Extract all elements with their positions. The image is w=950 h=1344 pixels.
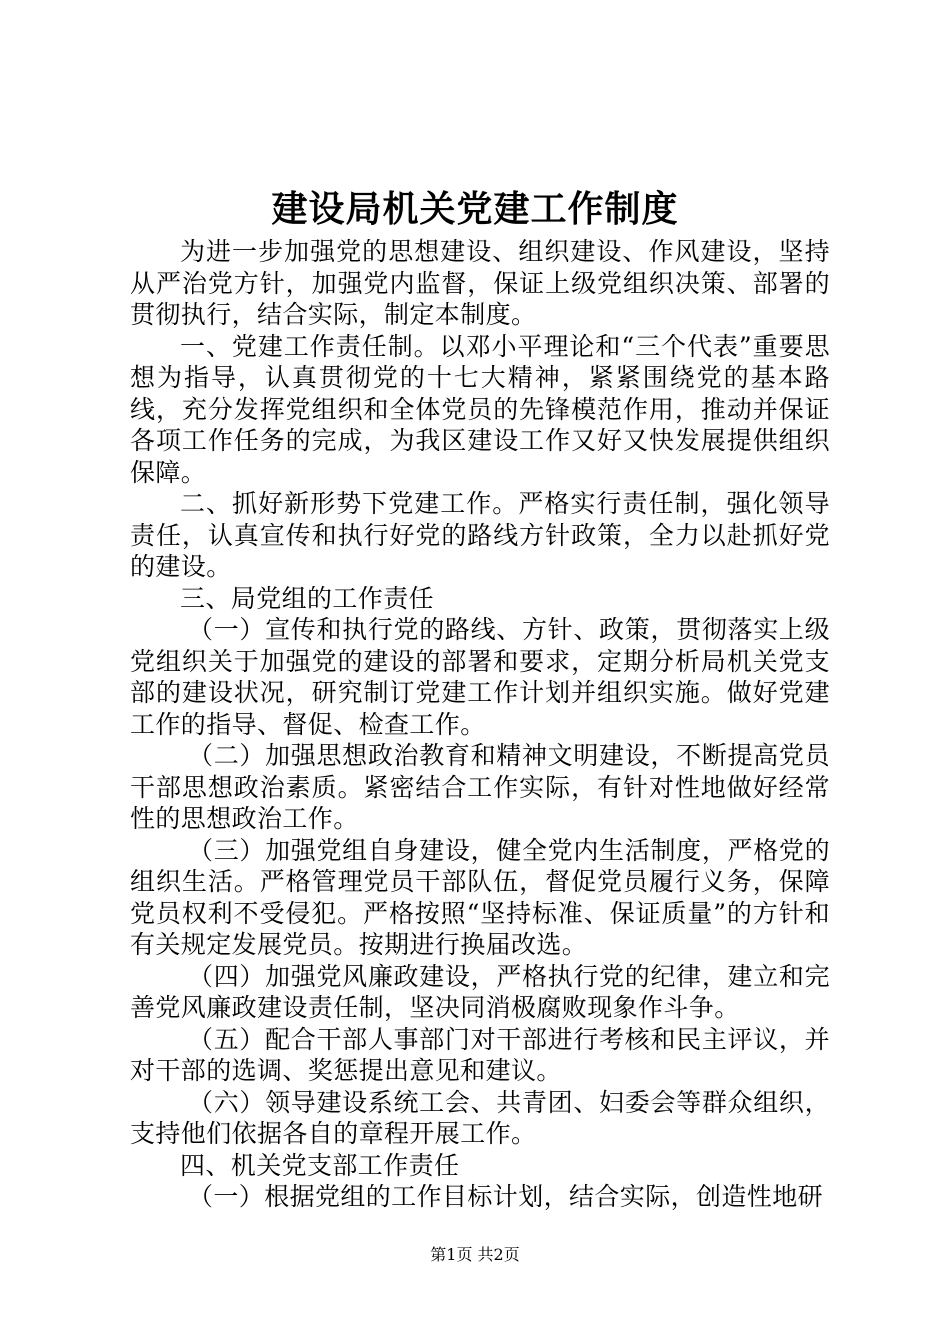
paragraph-item-3-5: （五）配合干部人事部门对干部进行考核和民主评议，并对干部的选调、奖惩提出意见和建议。 [130,1024,830,1085]
document-title: 建设局机关党建工作制度 [271,188,679,230]
paragraph-section-1: 一、党建工作责任制。以邓小平理论和“三个代表”重要思想为指导，认真贯彻党的十七大精神，紧紧围绕党的基本路线，充分发挥党组织和全体党员的先锋模范作用，推动并保证各项工作任务的完成，为我区建设工作又好又快发展提供组织保障。 [130,331,830,487]
paragraph-intro: 为进一步加强党的思想建设、组织建设、作风建设，坚持从严治党方针，加强党内监督，保证上级党组织决策、部署的贯彻执行，结合实际，制定本制度。 [130,237,830,329]
page-number-footer: 第1页 共2页 [430,1245,520,1264]
paragraph-item-3-1: （一）宣传和执行党的路线、方针、政策，贯彻落实上级党组织关于加强党的建设的部署和要求，定期分析局机关党支部的建设状况，研究制订党建工作计划并组织实施。做好党建工作的指导、督促、检查工作。 [130,615,830,739]
paragraph-item-3-4: （四）加强党风廉政建设，严格执行党的纪律，建立和完善党风廉政建设责任制，坚决同消极腐败现象作斗争。 [130,961,830,1022]
paragraph-item-4-1: （一）根据党组的工作目标计划，结合实际，创造性地研 [188,1182,824,1211]
paragraph-item-3-3: （三）加强党组自身建设，健全党内生活制度，严格党的组织生活。严格管理党员干部队伍，督促党员履行义务，保障党员权利不受侵犯。严格按照“坚持标准、保证质量”的方针和有关规定发展党员。按期进行换届改选。 [130,835,830,959]
heading-section-3: 三、局党组的工作责任 [180,583,435,613]
paragraph-section-2: 二、抓好新形势下党建工作。严格实行责任制，强化领导责任，认真宣传和执行好党的路线方针政策，全力以赴抓好党的建设。 [130,489,830,581]
paragraph-item-3-6: （六）领导建设系统工会、共青团、妇委会等群众组织，支持他们依据各自的章程开展工作。 [130,1087,830,1148]
paragraph-item-3-2: （二）加强思想政治教育和精神文明建设，不断提高党员干部思想政治素质。紧密结合工作实际，有针对性地做好经常性的思想政治工作。 [130,741,830,833]
heading-section-4: 四、机关党支部工作责任 [180,1150,460,1180]
document-body [130,236,830,1213]
